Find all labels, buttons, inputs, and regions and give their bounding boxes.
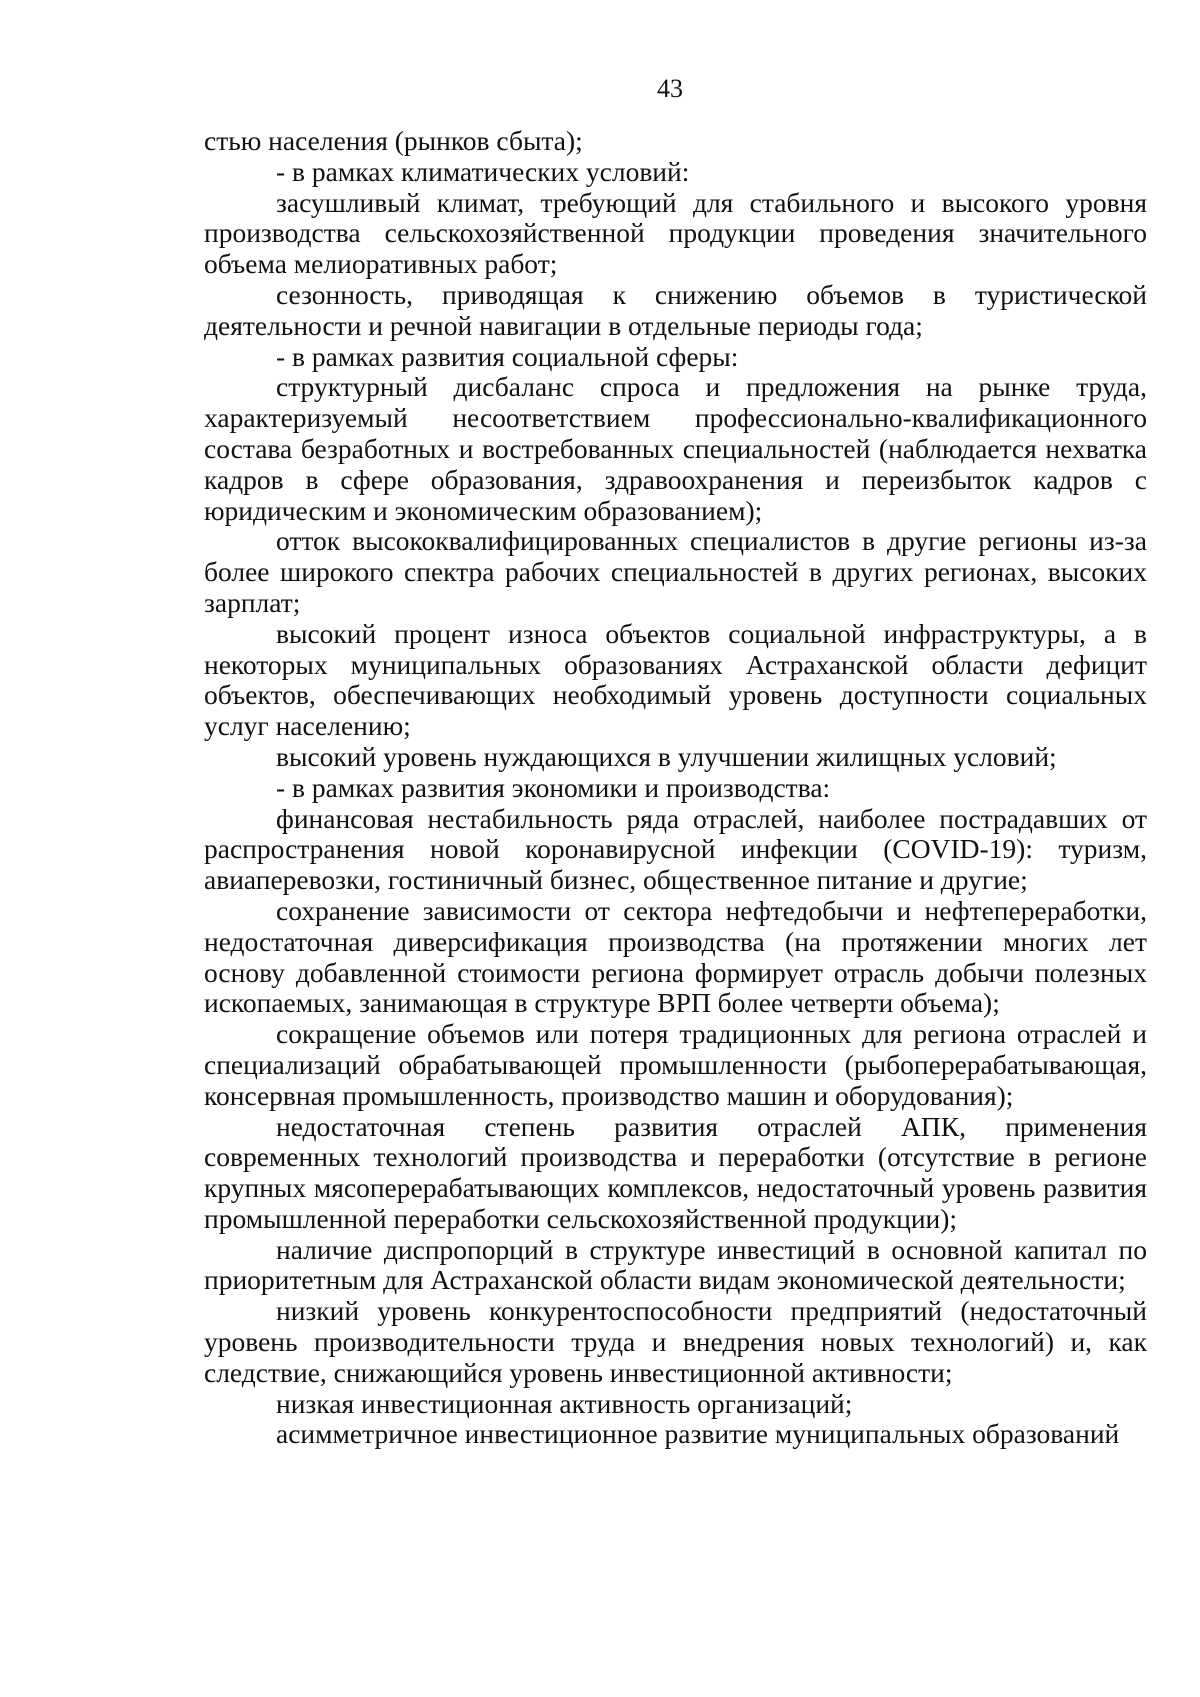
- paragraph-seasonality: сезонность, приводящая к снижению объемов в туристической деятельности и речной навигации в отдельные периоды года;: [204, 278, 1147, 341]
- page-number: 43: [657, 74, 683, 103]
- section-social-heading: - в рамках развития социальной сферы:: [276, 340, 739, 372]
- document-body: [204, 126, 1147, 1450]
- paragraph-industry-decline: сокращение объемов или потеря традиционных для региона отраслей и специализаций обрабатывающей промышленности (рыбоперерабатывающая, консервная промышленность, производство машин и оборудования);: [204, 1018, 1147, 1111]
- paragraph-low-investment-activity: низкая инвестиционная активность организаций;: [276, 1387, 853, 1419]
- paragraph-asymmetric-development: асимметричное инвестиционное развитие муниципальных образований: [276, 1418, 1120, 1450]
- paragraph-oil-dependence: сохранение зависимости от сектора нефтедобычи и нефтепереработки, недостаточная диверсификация производства (на протяжении многих лет основу добавленной стоимости региона формирует отрасль добычи полезных ископаемых, занимающая в структуре ВРП более четверти объема);: [204, 894, 1147, 1019]
- paragraph-housing-need: высокий уровень нуждающихся в улучшении жилищных условий;: [276, 740, 1057, 772]
- paragraph-specialist-outflow: отток высококвалифицированных специалистов в другие регионы из-за более широкого спектра рабочих специальностей в других регионах, высоких зарплат;: [204, 525, 1147, 618]
- paragraph-infrastructure-wear: высокий процент износа объектов социальной инфраструктуры, а в некоторых муниципальных образованиях Астраханской области дефицит объектов, обеспечивающих необходимый уровень доступности социальных услуг населению;: [204, 617, 1147, 742]
- section-economy-heading: - в рамках развития экономики и производства:: [276, 771, 831, 803]
- paragraph-financial-instability: финансовая нестабильность ряда отраслей, наиболее пострадавших от распространения новой коронавирусной инфекции (COVID-19): туризм, авиаперевозки, гостиничный бизнес, общественное питание и другие;: [204, 802, 1147, 896]
- paragraph-agro-development: недостаточная степень развития отраслей АПК, применения современных технологий производства и переработки (отсутствие в регионе крупных мясоперерабатывающих комплексов, недостаточный уровень развития промышленной переработки сельскохозяйственной продукции);: [204, 1110, 1147, 1234]
- paragraph-labor-imbalance: структурный дисбаланс спроса и предложения на рынке труда, характеризуемый несоответствием профессионально-квалификационного состава безработных и востребованных специальностей (наблюдается нехватка кадров в сфере образования, здравоохранения и переизбыток кадров с юридическим и экономическим образованием);: [204, 371, 1147, 526]
- paragraph-investment-disproportion: наличие диспропорций в структуре инвестиций в основной капитал по приоритетным для Астраханской области видам экономической деятельности;: [204, 1233, 1147, 1296]
- paragraph-continuation: стью населения (рынков сбыта);: [204, 125, 583, 156]
- paragraph-arid-climate: засушливый климат, требующий для стабильного и высокого уровня производства сельскохозяйственной продукции проведения значительного объема мелиоративных работ;: [204, 186, 1147, 280]
- paragraph-low-competitiveness: низкий уровень конкурентоспособности предприятий (недостаточный уровень производительности труда и внедрения новых технологий) и, как следствие, снижающийся уровень инвестиционной активности;: [204, 1295, 1147, 1388]
- section-climate-heading: - в рамках климатических условий:: [276, 155, 690, 187]
